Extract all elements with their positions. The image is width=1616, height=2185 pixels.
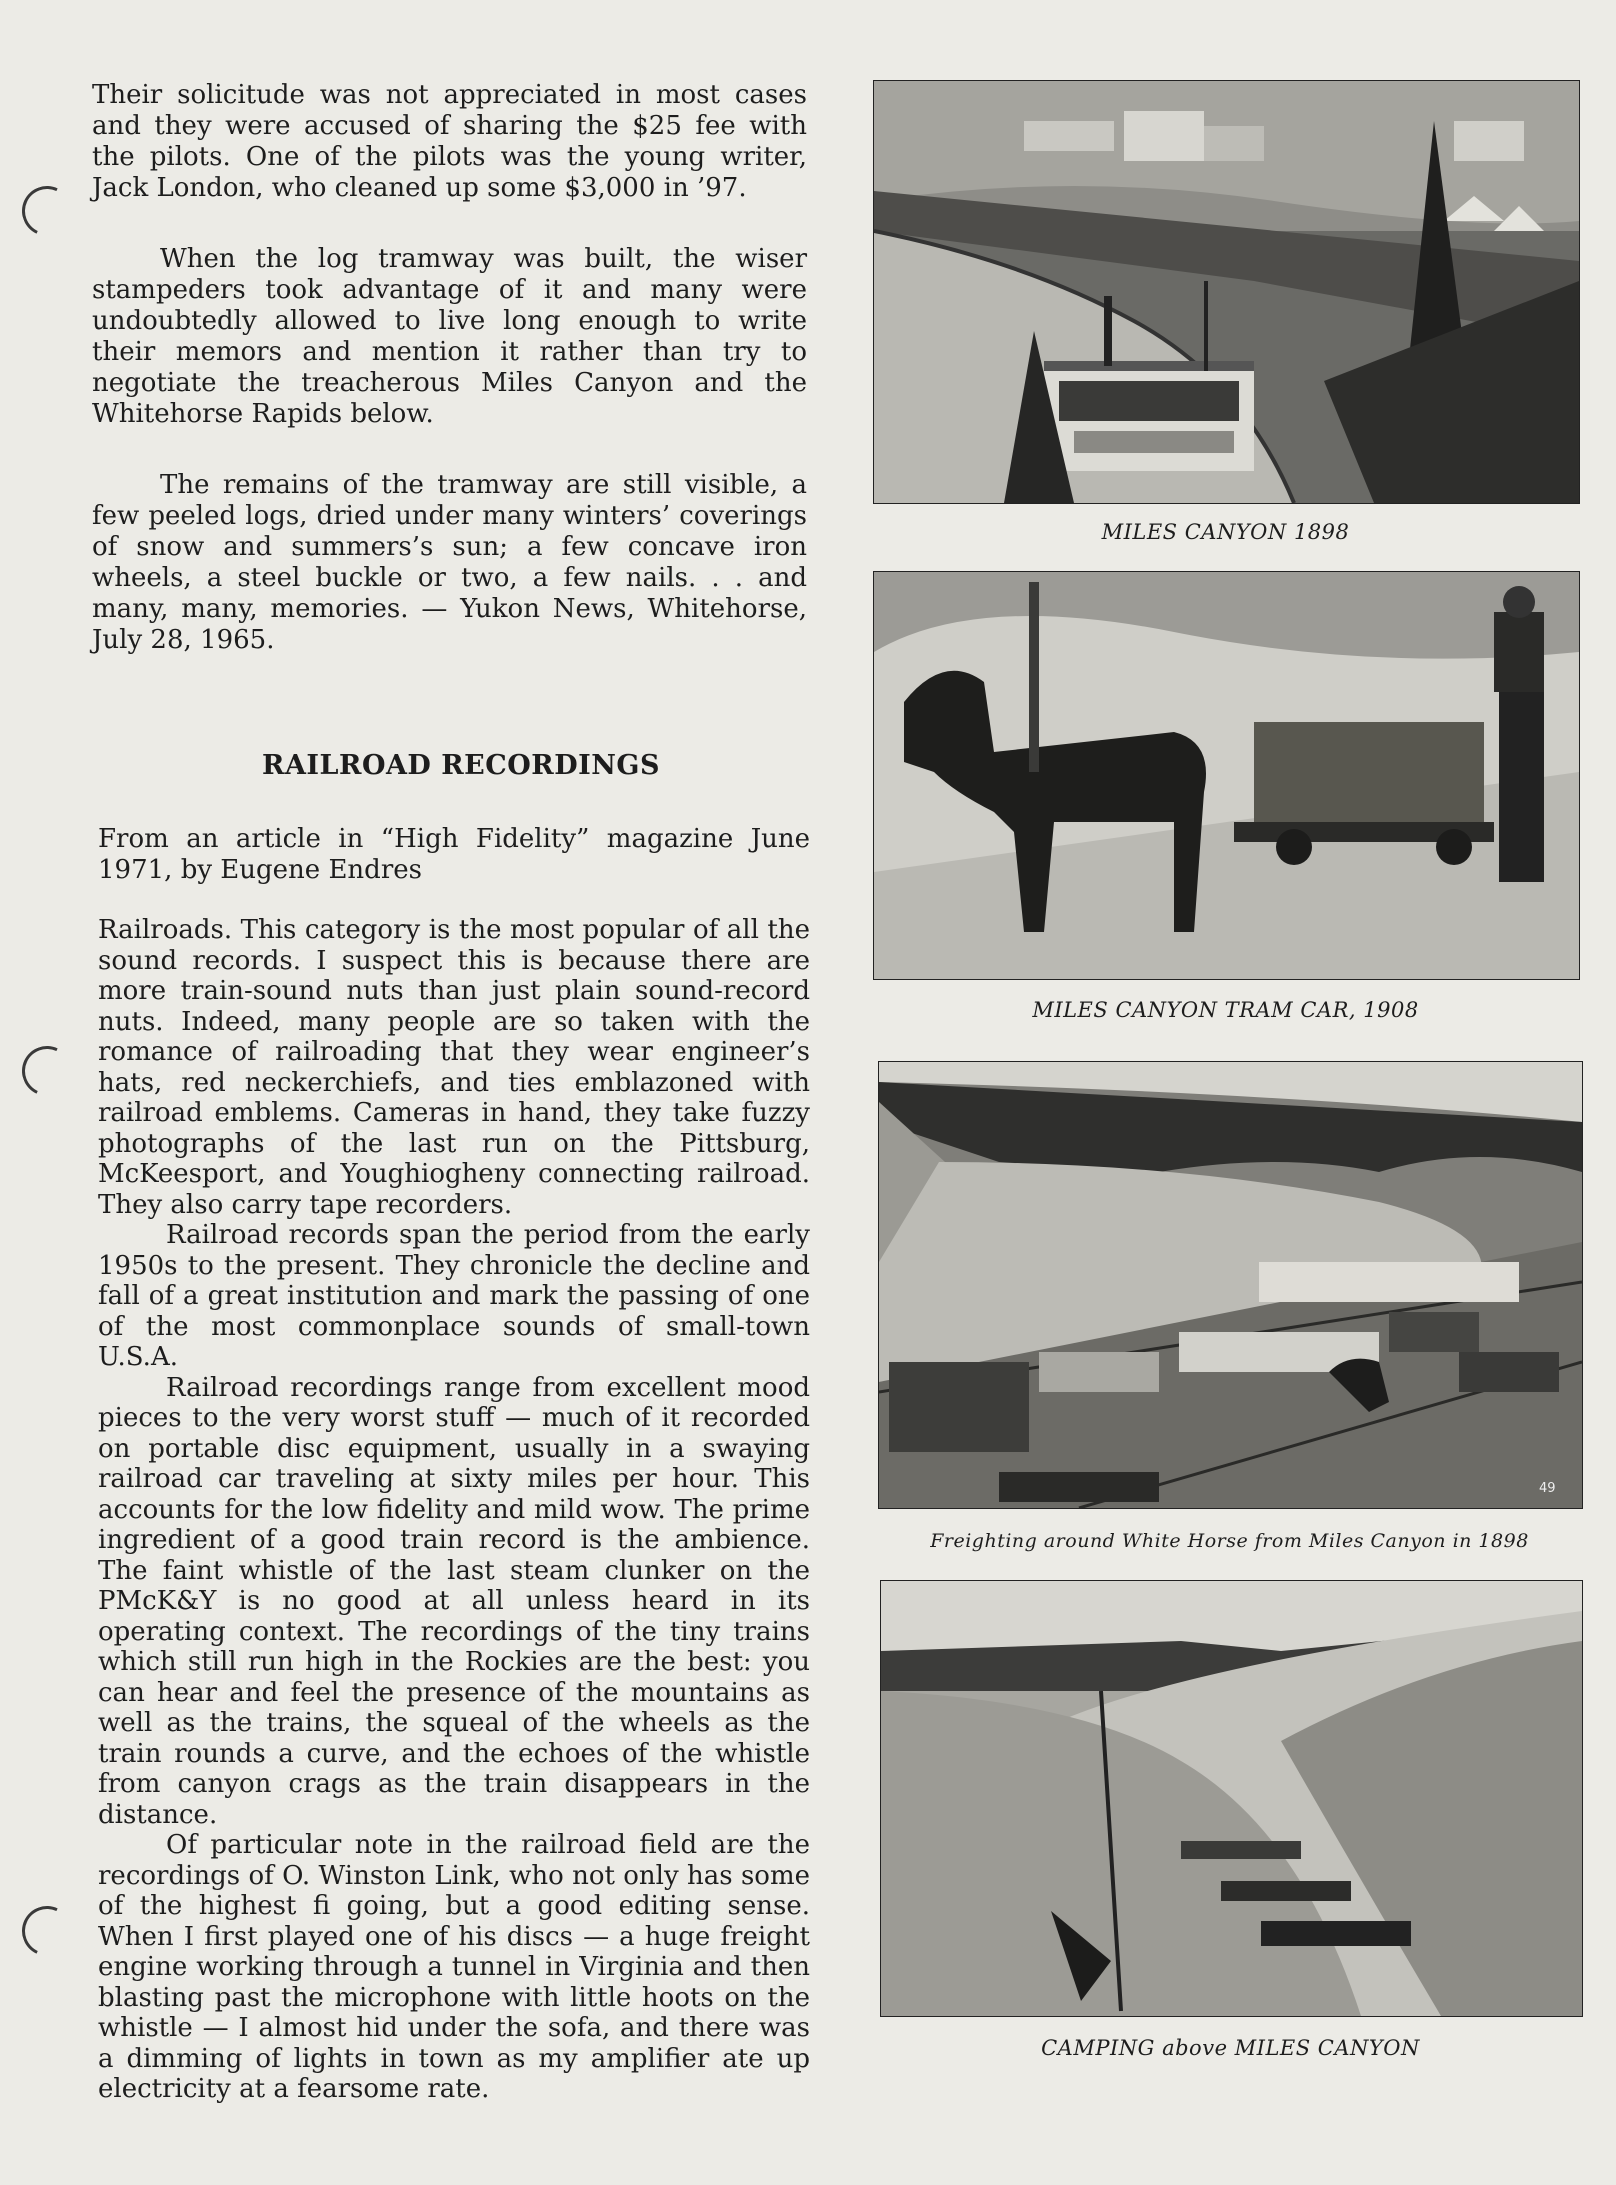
paragraph: Railroad recordings range from excellent mood pieces to the very worst stuff — much of it recorded on portable disc equipment, usually in a swaying railroad car traveling at sixty miles per hour. This accounts for the low fidelity and mild wow. The prime ingredient of a good train record is the ambience. The faint whistle of the last steam clunker on the PMcK&Y is no good at all unless heard in its operating context. The recordings of the tiny trains which still run high in the Rockies are the best: you can hear and feel the presence of the mountains as well as the trains, the squeal of the wheels as the train rounds a curve, and the echoes of the whistle from canyon crags as the train disappears in the distance. bbox=[98, 1372, 810, 1830]
steamboat-photo bbox=[873, 80, 1580, 504]
canyon-camp-photo bbox=[880, 1580, 1583, 2017]
binder-hole bbox=[15, 1899, 79, 1963]
binder-hole bbox=[15, 1039, 79, 1103]
paragraph: The remains of the tramway are still visible, a few peeled logs, dried under many winters’ coverings of snow and summers’s sun; a few concave iron wheels, a steel buckle or two, a few nails. . . and many, many, memories. — Yukon News, Whitehorse, July 28, 1965. bbox=[92, 470, 807, 655]
photo-caption: MILES CANYON 1898 bbox=[1101, 520, 1350, 544]
photo-mark: 49 bbox=[1539, 1481, 1556, 1496]
paragraph: Railroads. This category is the most popular of all the sound records. I suspect this is because there are more train-sound nuts than just plain sound-record nuts. Indeed, many people are so taken with the romance of railroading that they wear engineer’s hats, red neckerchiefs, and ties emblazoned with railroad emblems. Cameras in hand, they take fuzzy photographs of the last run on the Pittsburg, McKeesport, and Youghiogheny connecting railroad. They also carry tape recorders. bbox=[98, 915, 810, 1220]
photo-caption: CAMPING above MILES CANYON bbox=[1041, 2036, 1420, 2060]
paragraph: Their solicitude was not appreciated in most cases and they were accused of sharing the $25 fee with the pilots. One of the pilots was the young writer, Jack London, who cleaned up some $3,000 in ’97. bbox=[92, 80, 807, 203]
paragraph: Railroad records span the period from the early 1950s to the present. They chronicle the decline and fall of a great institution and mark the passing of one of the most commonplace sounds of small-town U.S.A. bbox=[98, 1220, 810, 1372]
horse-tramcar-photo bbox=[873, 571, 1580, 980]
photo-caption: Freighting around White Horse from Miles Canyon in 1898 bbox=[930, 1530, 1529, 1552]
section-heading: RAILROAD RECORDINGS bbox=[262, 750, 660, 781]
binder-hole bbox=[15, 179, 79, 243]
article-source: From an article in “High Fidelity” magazine June 1971, by Eugene Endres bbox=[98, 824, 810, 885]
river-freight-photo bbox=[878, 1061, 1583, 1509]
railroad-recordings-article bbox=[98, 824, 810, 2105]
paragraph: When the log tramway was built, the wiser stampeders took advantage of it and many were undoubtedly allowed to live long enough to write their memors and mention it rather than try to negotiate the treacherous Miles Canyon and the Whitehorse Rapids below. bbox=[92, 244, 807, 429]
article-continuation bbox=[92, 80, 807, 656]
photo-caption: MILES CANYON TRAM CAR, 1908 bbox=[1032, 998, 1419, 1022]
paragraph: Of particular note in the railroad field are the recordings of O. Winston Link, who not only has some of the highest fi going, but a good editing sense. When I first played one of his discs — a huge freight engine working through a tunnel in Virginia and then blasting past the microphone with little hoots on the whistle — I almost hid under the sofa, and there was a dimming of lights in town as my amplifier ate up electricity at a fearsome rate. bbox=[98, 1830, 810, 2104]
